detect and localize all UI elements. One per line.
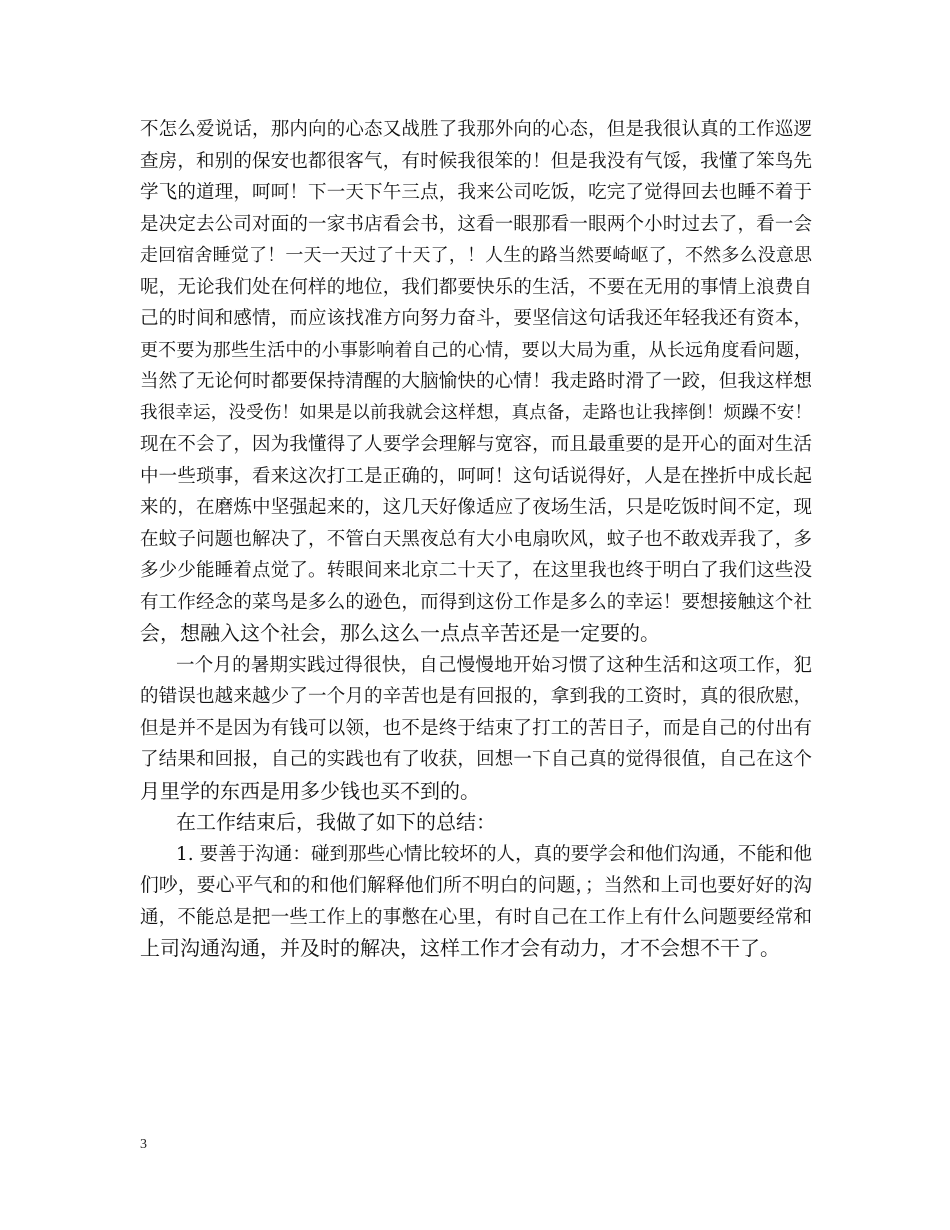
text-line: 会，想融入这个社会，那么这么一点点辛苦还是一定要的。	[140, 621, 660, 645]
text-line: 现在不会了，因为我懂得了人要学会理解与宽容，而且最重要的是开心的面对生活	[140, 434, 812, 455]
text-line: 查房，和别的保安也都很客气，有时候我很笨的！但是我没有气馁，我懂了笨鸟先	[140, 150, 812, 172]
text-line: 我很幸运，没受伤！如果是以前我就会这样想，真点备，走路也让我摔倒！烦躁不安！	[140, 402, 812, 423]
text-line: 己的时间和感情，而应该找准方向努力奋斗，要坚信这句话我还年轻我还有资本，	[140, 308, 812, 329]
text-line: 们吵，要心平气和的和他们解释他们所不明白的问题，；当然和上司也要好好的沟	[140, 875, 812, 896]
text-line: 1. 要善于沟通：碰到那些心情比较坏的人，真的要学会和他们沟通，不能和他	[176, 843, 812, 865]
text-line: 月里学的东西是用多少钱也买不到的。	[140, 778, 480, 803]
text-line: 在工作结束后，我做了如下的总结：	[176, 810, 496, 834]
text-line: 但是并不是因为有钱可以领，也不是终于结束了打工的苦日子，而是自己的付出有	[140, 717, 812, 739]
text-line: 走回宿舍睡觉了！一天一天过了十天了，！人生的路当然要崎岖了，不然多么没意思	[140, 245, 812, 266]
page-number: 3	[140, 1137, 147, 1152]
text-line: 有工作经念的菜鸟是多么的逊色，而得到这份工作是多么的幸运！要想接触这个社	[140, 591, 812, 613]
text-line: 的错误也越来越少了一个月的辛苦也是有回报的，拿到我的工资时，真的很欣慰，	[140, 686, 812, 707]
text-line: 更不要为那些生活中的小事影响着自己的心情，要以大局为重，从长远角度看问题，	[140, 339, 812, 361]
text-line: 来的，在磨炼中坚强起来的，这几天好像适应了夜场生活，只是吃饭时间不定，现	[140, 497, 812, 518]
text-line: 当然了无论何时都要保持清醒的大脑愉快的心情！我走路时滑了一跤，但我这样想	[140, 371, 812, 392]
paragraph	[140, 114, 812, 650]
text-line: 不怎么爱说话，那内向的心态又战胜了我那外向的心态，但是我很认真的工作巡逻	[140, 119, 812, 140]
text-line: 学飞的道理，呵呵！下一天下午三点，我来公司吃饭，吃完了觉得回去也睡不着于	[140, 182, 812, 203]
text-line: 多少少能睡着点觉了。转眼间来北京二十天了，在这里我也终于明白了我们这些没	[140, 560, 812, 581]
text-line: 是决定去公司对面的一家书店看会书，这看一眼那看一眼两个小时过去了，看一会	[140, 213, 812, 235]
text-line: 了结果和回报，自己的实践也有了收获，回想一下自己真的觉得很值，自己在这个	[140, 749, 812, 770]
text-line: 通，不能总是把一些工作上的事憋在心里，有时自己在工作上有什么问题要经常和	[140, 906, 812, 928]
paragraph	[140, 650, 812, 808]
document-body	[140, 114, 812, 965]
text-line: 一个月的暑期实践过得很快，自己慢慢地开始习惯了这种生活和这项工作，犯	[176, 654, 812, 676]
text-line: 呢，无论我们处在何样的地位，我们都要快乐的生活，不要在无用的事情上浪费自	[140, 276, 812, 298]
paragraph	[140, 839, 812, 965]
text-line: 中一些琐事，看来这次打工是正确的，呵呵！这句话说得好，人是在挫折中成长起	[140, 465, 812, 487]
paragraph	[140, 807, 812, 839]
text-line: 上司沟通沟通，并及时的解决，这样工作才会有动力，才不会想不干了。	[140, 936, 780, 960]
text-line: 在蚊子问题也解决了，不管白天黑夜总有大小电扇吹风，蚊子也不敢戏弄我了，多	[140, 528, 812, 550]
